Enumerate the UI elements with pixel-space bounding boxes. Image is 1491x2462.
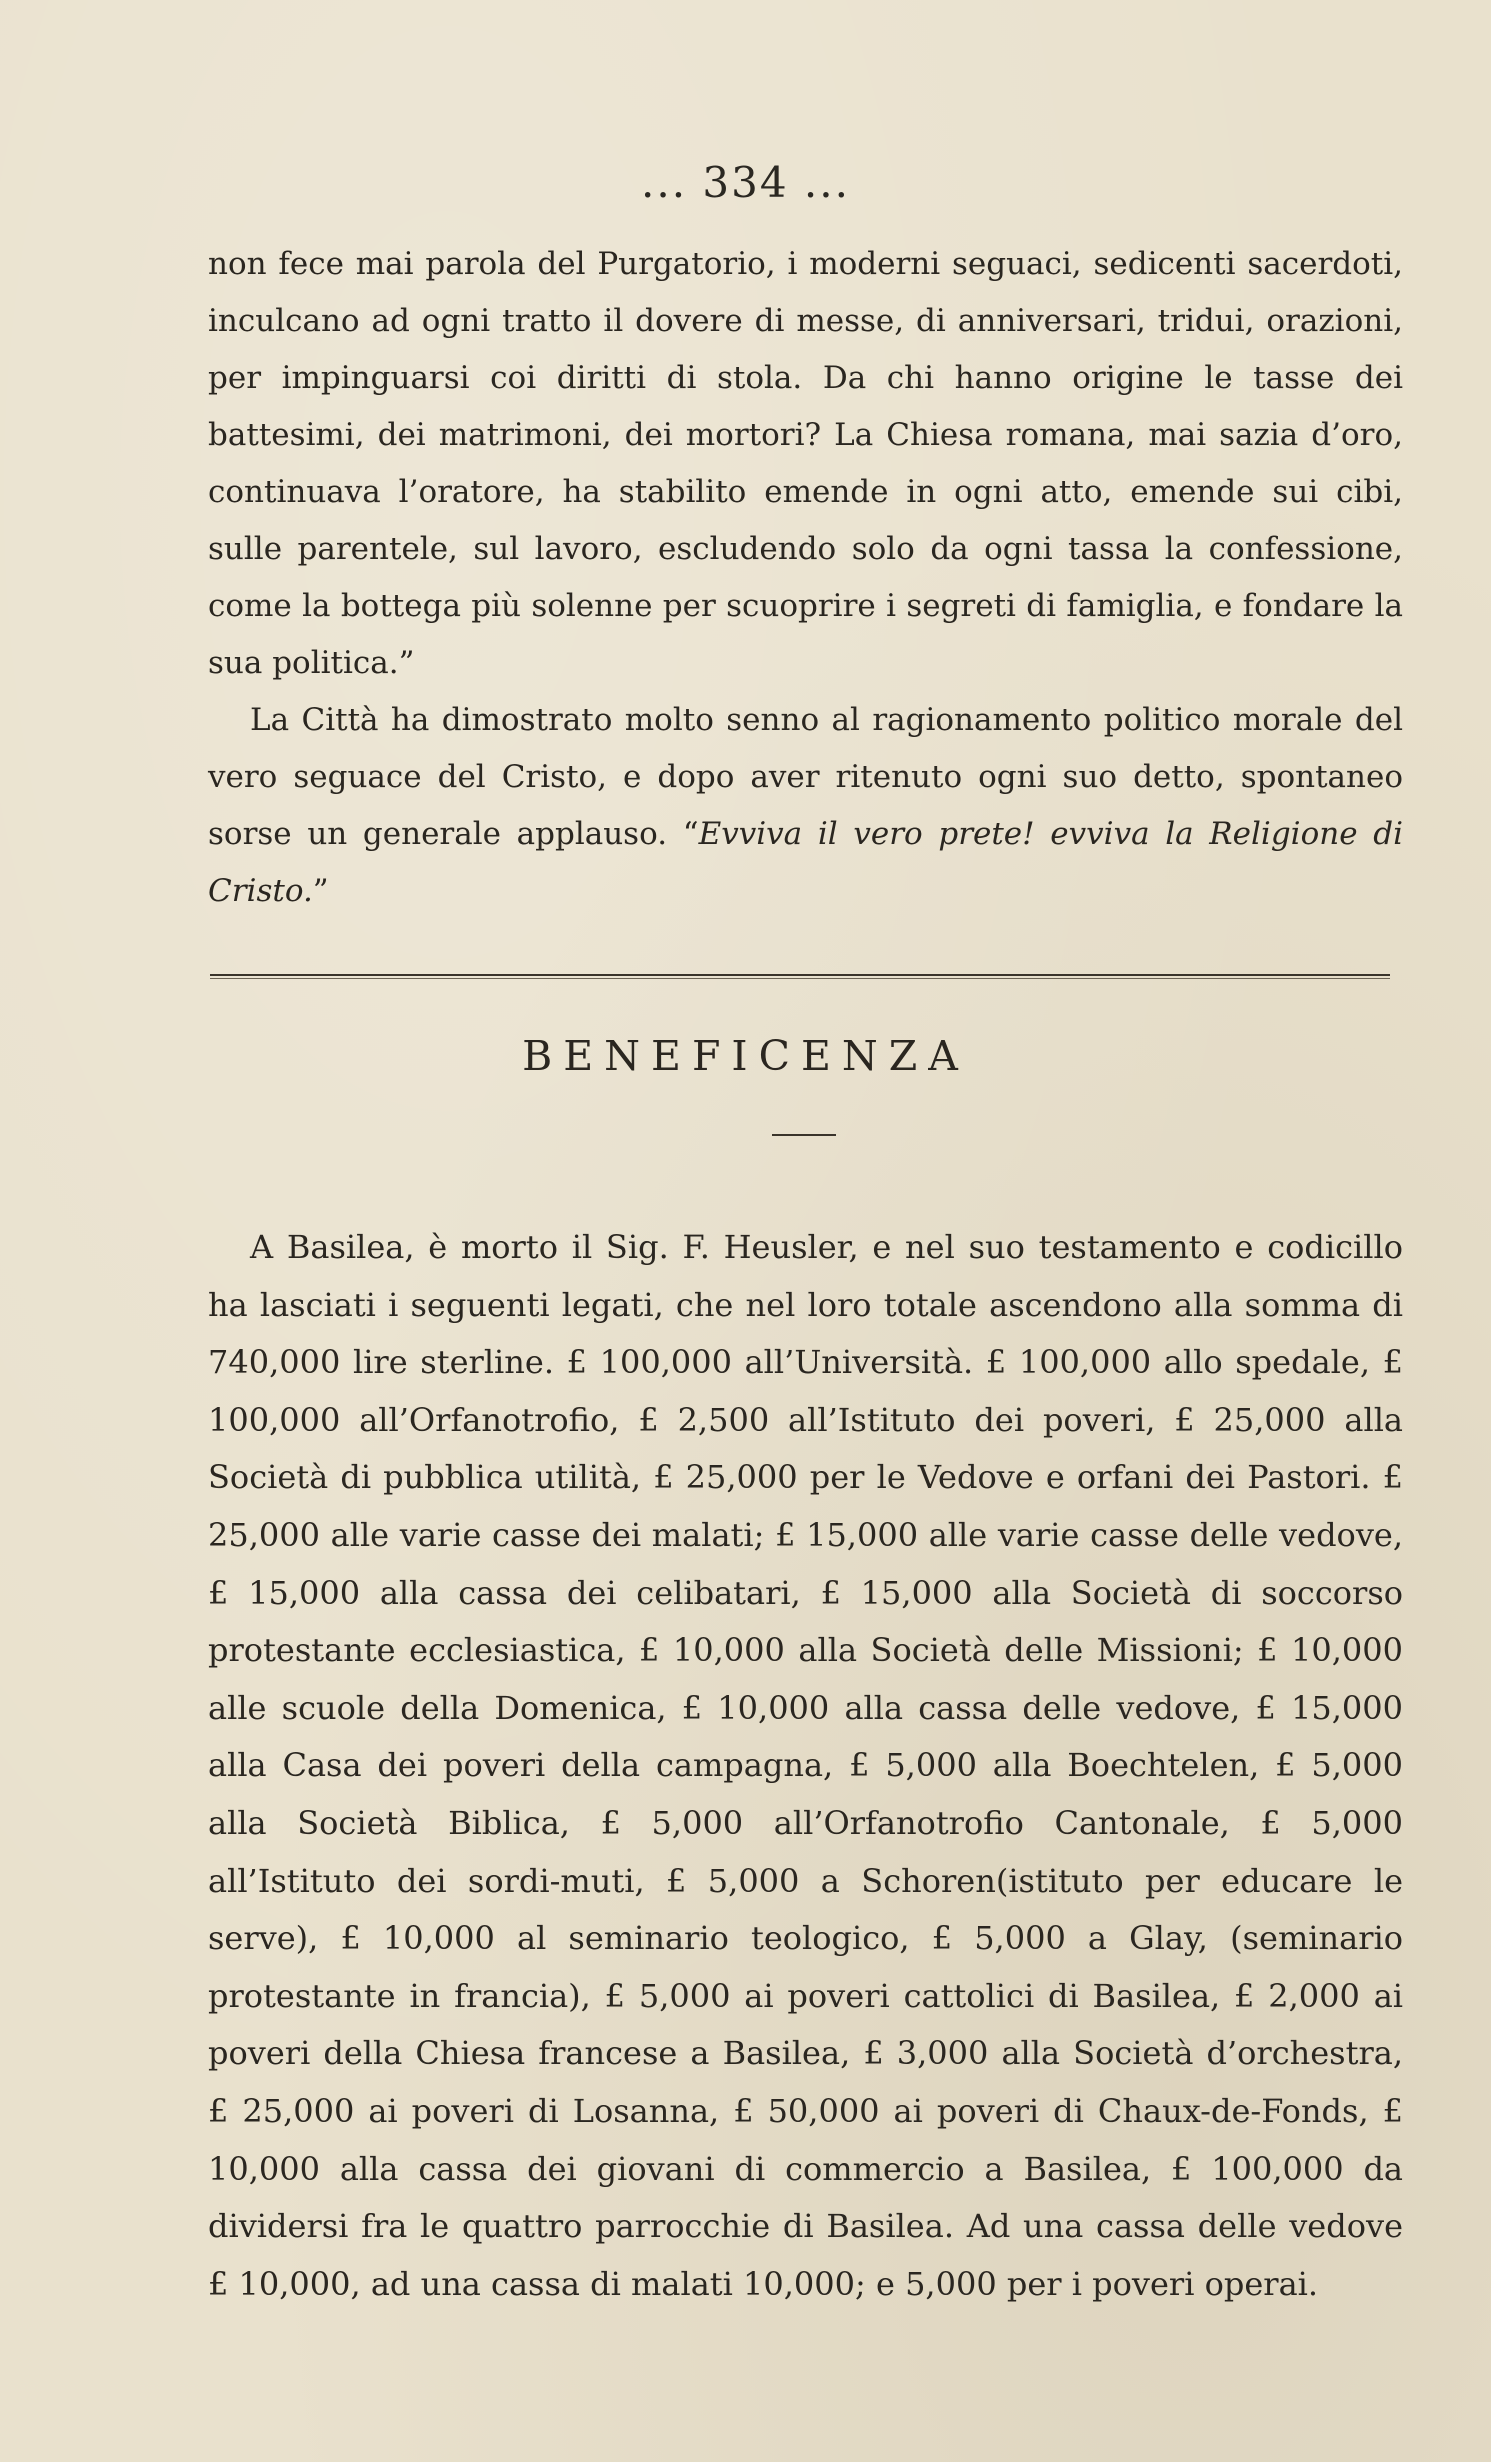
page-number: ... 334 ... (641, 158, 850, 207)
section-heading: BENEFICENZA (522, 1032, 969, 1080)
section-divider (210, 974, 1390, 976)
paragraph-citta (208, 692, 1403, 920)
paragraph-purgatorio: non fece mai parola del Purgatorio, i moderni seguaci, sedicenti sacerdoti, inculcano ad ogni tratto il dovere di messe, di anniversari, tridui, orazioni, per impinguarsi coi diritti di stola. Da chi hanno origine le tasse dei battesimi, dei matrimoni, dei mortori? La Chiesa romana, mai sazia d’oro, continuava l’oratore, ha stabilito emende in ogni atto, emende sui cibi, sulle parentele, sul lavoro, escludendo solo da ogni tassa la confessione, come la bottega più solenne per scuoprire i segreti di famiglia, e fondare la sua politica.” (208, 246, 1403, 681)
section-divider-thin (210, 978, 1390, 979)
lower-text-block (208, 1219, 1403, 2313)
upper-text-block (208, 236, 1403, 920)
paragraph-citta-closing: ” (312, 873, 329, 909)
paragraph-citta-text: La Città ha dimostrato molto senno al ragionamento politico morale del vero seguace del Cristo, e dopo aver ritenuto ogni suo detto, spontaneo sorse un generale applauso. “ (208, 702, 1403, 852)
paragraph-citta-quote: Evviva il vero prete! evviva la Religione di Cristo. (208, 816, 1403, 909)
heading-ornament-rule (772, 1134, 836, 1136)
paragraph-beneficenza: A Basilea, è morto il Sig. F. Heusler, e nel suo testamento e codicillo ha lasciati i seguenti legati, che nel loro totale ascendono alla somma di 740,000 lire sterline. £ 100,000 all’Università. £ 100,000 allo spedale, £ 100,000 all’Orfanotrofio, £ 2,500 all’Istituto dei poveri, £ 25,000 alla Società di pubblica utilità, £ 25,000 per le Vedove e orfani dei Pastori. £ 25,000 alle varie casse dei malati; £ 15,000 alle varie casse delle vedove, £ 15,000 alla cassa dei celibatari, £ 15,000 alla Società di soccorso protestante ecclesiastica, £ 10,000 alla Società delle Missioni; £ 10,000 alle scuole della Domenica, £ 10,000 alla cassa delle vedove, £ 15,000 alla Casa dei poveri della campagna, £ 5,000 alla Boechtelen, £ 5,000 alla Società Biblica, £ 5,000 all’Orfanotrofio Cantonale, £ 5,000 all’Istituto dei sordi-muti, £ 5,000 a Schoren(istituto per educare le serve), £ 10,000 al seminario teologico, £ 5,000 a Glay, (seminario protestante in francia), £ 5,000 ai poveri cattolici di Basilea, £ 2,000 ai poveri della Chiesa francese a Basilea, £ 3,000 alla Società d’orchestra, £ 25,000 ai poveri di Losanna, £ 50,000 ai poveri di Chaux-de-Fonds, £ 10,000 alla cassa dei giovani di commercio a Basilea, £ 100,000 da dividersi fra le quattro parrocchie di Basilea. Ad una cassa delle vedove £ 10,000, ad una cassa di malati 10,000; e 5,000 per i poveri operai. (208, 1228, 1403, 2303)
